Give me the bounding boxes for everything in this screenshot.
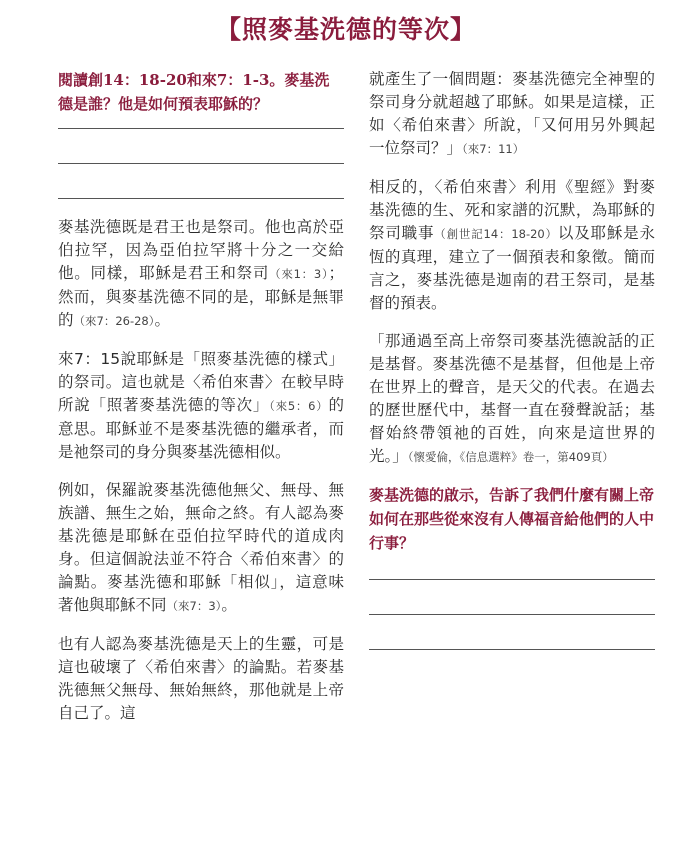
answer-line[interactable] <box>58 198 344 199</box>
page-title: 【照麥基洗德的等次】 <box>215 15 476 44</box>
study-question: 閱讀創14：18-20和來7：1-3。麥基洗德是誰？他是如何預表耶穌的？ <box>58 71 330 113</box>
scripture-reference: （來7：3） <box>166 599 222 613</box>
answer-line[interactable] <box>58 128 344 129</box>
paragraph: 麥基洗德既是君王也是祭司。他也高於亞伯拉罕，因為亞伯拉罕將十分之一交給他。同樣，耶穌是君王和祭司（來1：3）；然而，與麥基洗德不同的是，耶穌是無罪的（來7：26-28）。 <box>58 218 344 329</box>
study-question: 麥基洗德的啟示，告訴了我們什麼有關上帝如何在那些從來沒有人傳福音給他們的人中行事？ <box>369 486 655 552</box>
citation: （懷愛倫，《信息選粹》卷一，第409頁） <box>407 450 614 464</box>
paragraph: 來7：15說耶穌是「照麥基洗德的樣式」的祭司。這也就是〈希伯來書〉在較早時所說「照著麥基洗德的等次」（來5：6）的意思。耶穌並不是麥基洗德的繼承者，而是祂祭司的身分與麥基洗德相似。 <box>58 350 344 461</box>
left-column <box>58 68 344 725</box>
answer-line[interactable] <box>369 579 655 580</box>
paragraph: 就產生了一個問題：麥基洗德完全神聖的祭司身分就超越了耶穌。如果是這樣，正如〈希伯來書〉所說，「又何用另外興起一位祭司？」（來7：11） <box>369 70 655 157</box>
paragraph: 相反的，〈希伯來書〉利用《聖經》對麥基洗德的生、死和家譜的沉默，為耶穌的祭司職事（創世記14：18-20）以及耶穌是永恆的真理，建立了一個預表和象徵。簡而言之，麥基洗德是迦南的君王祭司，是基督的預表。 <box>369 178 655 312</box>
scripture-reference: （創世記14：18-20） <box>434 227 558 241</box>
quote-paragraph: 「那通過至高上帝祭司麥基洗德說話的正是基督。麥基洗德不是基督，但他是上帝在世界上的聲音，是天父的代表。在過去的歷世歷代中，基督一直在發聲說話；基督始終帶領祂的百姓，向來是這世界的光。」（懷愛倫，《信息選粹》卷一，第409頁） <box>369 332 655 465</box>
paragraph: 也有人認為麥基洗德是天上的生靈，可是這也破壞了〈希伯來書〉的論點。若麥基洗德無父無母、無始無終，那他就是上帝自己了。這 <box>58 635 344 722</box>
scripture-reference: （來7：26-28） <box>73 314 155 328</box>
scripture-reference: （來5：6） <box>269 399 329 413</box>
answer-line[interactable] <box>58 163 344 164</box>
answer-line[interactable] <box>369 649 655 650</box>
paragraph: 例如，保羅說麥基洗德他無父、無母、無族譜、無生之始，無命之終。有人認為麥基洗德是耶穌在亞伯拉罕時代的道成肉身。但這個說法並不符合〈希伯來書〉的論點。麥基洗德和耶穌「相似」，這意味著他與耶穌不同（來7：3）。 <box>58 481 344 614</box>
answer-line[interactable] <box>369 614 655 615</box>
scripture-reference: （來7：11） <box>462 142 525 156</box>
right-column <box>369 68 655 650</box>
scripture-reference: （來1：3） <box>269 267 329 281</box>
